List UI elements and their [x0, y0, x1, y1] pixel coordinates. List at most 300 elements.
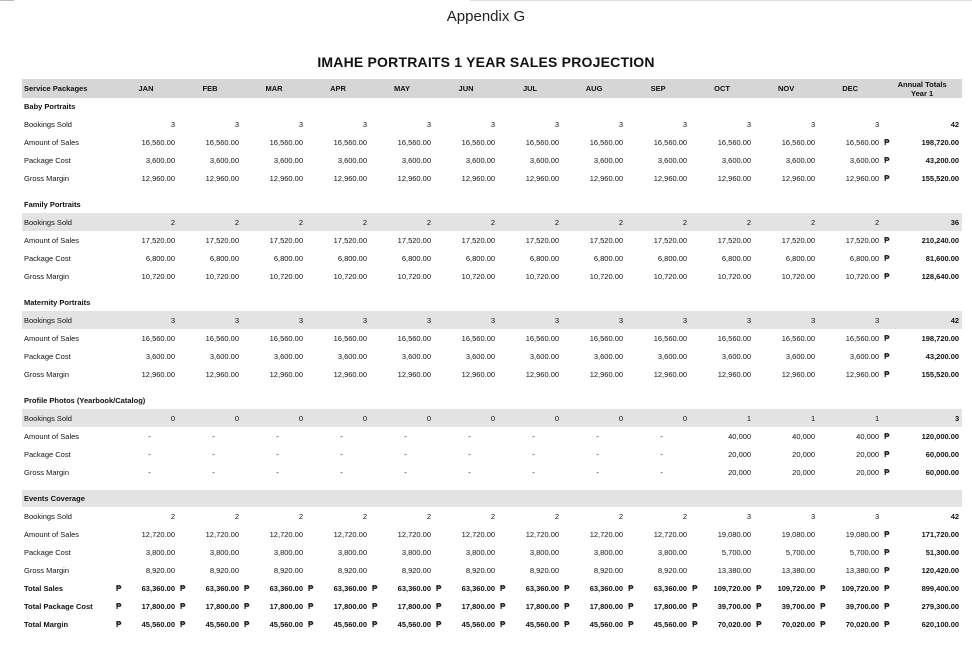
month-value-cell: 12,960.00 [205, 369, 240, 379]
peso-sign [306, 311, 316, 329]
peso-sign [434, 151, 444, 169]
month-value-cell: 3 [746, 119, 752, 129]
peso-sign [498, 561, 508, 579]
month-value-cell: 6,800.00 [465, 253, 496, 263]
annual-peso-sign [882, 115, 898, 133]
month-value-cell: 3,800.00 [593, 547, 624, 557]
month-value-cell: 3 [252, 311, 306, 329]
peso-sign [114, 249, 124, 267]
peso-sign [626, 115, 636, 133]
page-corner-mark [0, 0, 14, 7]
peso-sign: ₱ [436, 601, 442, 611]
peso-sign [178, 365, 188, 383]
month-value-cell: 12,960.00 [461, 173, 496, 183]
peso-sign [626, 267, 636, 285]
peso-sign [562, 543, 572, 561]
month-value-cell: 6,800.00 [593, 253, 624, 263]
annual-total-cell: 120,000.00 [921, 431, 960, 441]
month-value-cell: 63,360.00 [461, 583, 496, 593]
month-value-cell: 16,560.00 [269, 137, 304, 147]
row-label: Gross Margin [24, 565, 70, 575]
month-value-cell: 10,720.00 [525, 271, 560, 281]
peso-sign [306, 365, 316, 383]
peso-sign [178, 525, 188, 543]
peso-sign [562, 133, 572, 151]
month-value-cell: 19,080.00 [781, 529, 816, 539]
month-value-cell: - [468, 449, 471, 459]
peso-sign [690, 463, 700, 481]
peso-sign [242, 267, 252, 285]
peso-sign [370, 115, 380, 133]
annual-peso-sign [882, 311, 898, 329]
annual-peso-sign: ₱ [884, 565, 890, 575]
month-value-cell: 17,800.00 [269, 601, 304, 611]
month-value-cell: 2 [490, 511, 496, 521]
row-label: Bookings Sold [22, 409, 114, 427]
annual-peso-sign: ₱ [884, 369, 890, 379]
peso-sign [306, 463, 316, 481]
month-value-cell: 8,920.00 [401, 565, 432, 575]
section-title: Baby Portraits [24, 102, 76, 111]
month-value-cell: 3,600.00 [401, 351, 432, 361]
annual-total-cell: 210,240.00 [921, 235, 960, 245]
row-label: Bookings Sold [24, 119, 72, 129]
month-value-cell: 0 [124, 409, 178, 427]
peso-sign [370, 311, 380, 329]
peso-sign: ₱ [820, 619, 826, 629]
annual-peso-sign: ₱ [884, 601, 890, 611]
month-value-cell: 6,800.00 [849, 253, 880, 263]
month-value-cell: 16,560.00 [589, 137, 624, 147]
month-value-cell: 16,560.00 [653, 137, 688, 147]
peso-sign [114, 231, 124, 249]
month-value-cell: 3 [490, 119, 496, 129]
month-value-cell: 17,800.00 [461, 601, 496, 611]
peso-sign [178, 561, 188, 579]
annual-peso-sign: ₱ [884, 529, 890, 539]
peso-sign [818, 525, 828, 543]
month-value-cell: 12,960.00 [397, 173, 432, 183]
peso-sign [178, 169, 188, 187]
section-spacer [22, 383, 962, 392]
month-value-cell: 3 [810, 511, 816, 521]
peso-sign: ₱ [116, 583, 122, 593]
table-row [22, 231, 962, 249]
month-value-cell: 63,360.00 [269, 583, 304, 593]
header-month-sep: SEP [626, 79, 690, 98]
month-value-cell: 20,000 [728, 467, 752, 477]
month-value-cell: 3 [764, 311, 818, 329]
month-value-cell: 3,800.00 [145, 547, 176, 557]
peso-sign [818, 365, 828, 383]
table-row [22, 311, 962, 329]
peso-sign [818, 427, 828, 445]
annual-total-cell: 42 [950, 511, 960, 521]
peso-sign: ₱ [308, 601, 314, 611]
annual-peso-sign [882, 213, 898, 231]
peso-sign [562, 151, 572, 169]
annual-peso-sign: ₱ [884, 173, 890, 183]
month-value-cell: 12,720.00 [653, 529, 688, 539]
peso-sign [370, 213, 380, 231]
month-value-cell: 39,700.00 [717, 601, 752, 611]
peso-sign [626, 347, 636, 365]
peso-sign [690, 267, 700, 285]
month-value-cell: 17,520.00 [525, 235, 560, 245]
month-value-cell: 17,520.00 [717, 235, 752, 245]
month-value-cell: - [340, 431, 343, 441]
peso-sign [370, 133, 380, 151]
month-value-cell: 12,960.00 [781, 369, 816, 379]
peso-sign [754, 151, 764, 169]
annual-peso-sign: ₱ [884, 137, 890, 147]
month-value-cell: 40,000 [856, 431, 880, 441]
peso-sign [242, 445, 252, 463]
peso-sign [434, 267, 444, 285]
header-month-feb: FEB [178, 79, 242, 98]
month-value-cell: 12,720.00 [525, 529, 560, 539]
table-row [22, 267, 962, 285]
section-header-row [22, 294, 962, 311]
table-row [22, 365, 962, 383]
month-value-cell: 3 [810, 119, 816, 129]
peso-sign [178, 115, 188, 133]
annual-total-cell: 198,720.00 [921, 333, 960, 343]
annual-peso-sign [882, 409, 898, 427]
peso-sign [754, 543, 764, 561]
month-value-cell: 16,560.00 [717, 137, 752, 147]
sales-projection-table [22, 79, 962, 633]
month-value-cell: 10,720.00 [589, 271, 624, 281]
peso-sign [114, 311, 124, 329]
peso-sign [114, 267, 124, 285]
month-value-cell: 3 [426, 119, 432, 129]
month-value-cell: 12,960.00 [269, 173, 304, 183]
peso-sign [114, 115, 124, 133]
peso-sign [498, 133, 508, 151]
month-value-cell: 45,560.00 [589, 619, 624, 629]
peso-sign [754, 409, 764, 427]
annual-peso-sign: ₱ [884, 547, 890, 557]
month-value-cell: 0 [316, 409, 370, 427]
peso-sign [434, 231, 444, 249]
month-value-cell: 45,560.00 [141, 619, 176, 629]
month-value-cell: 12,720.00 [269, 529, 304, 539]
peso-sign [242, 115, 252, 133]
peso-sign [370, 169, 380, 187]
peso-sign [690, 525, 700, 543]
peso-sign [626, 409, 636, 427]
annual-total-cell: 43,200.00 [925, 351, 960, 361]
month-value-cell: 12,960.00 [781, 173, 816, 183]
month-value-cell: 16,560.00 [397, 137, 432, 147]
month-value-cell: - [596, 449, 599, 459]
annual-total-cell: 155,520.00 [921, 369, 960, 379]
peso-sign: ₱ [628, 619, 634, 629]
annual-peso-sign: ₱ [884, 619, 890, 629]
peso-sign [178, 133, 188, 151]
month-value-cell: 16,560.00 [269, 333, 304, 343]
month-value-cell: 12,960.00 [269, 369, 304, 379]
header-row [22, 79, 962, 98]
month-value-cell: 16,560.00 [845, 333, 880, 343]
peso-sign [370, 267, 380, 285]
month-value-cell: - [596, 431, 599, 441]
month-value-cell: - [660, 431, 663, 441]
month-value-cell: 17,520.00 [333, 235, 368, 245]
peso-sign [818, 169, 828, 187]
month-value-cell: 0 [188, 409, 242, 427]
table-row [22, 427, 962, 445]
peso-sign [114, 169, 124, 187]
month-value-cell: 3,600.00 [145, 351, 176, 361]
month-value-cell: 109,720.00 [713, 583, 752, 593]
month-value-cell: 17,800.00 [653, 601, 688, 611]
peso-sign [178, 213, 188, 231]
page-top-rule [470, 0, 972, 1]
month-value-cell: 3,600.00 [849, 155, 880, 165]
peso-sign [306, 525, 316, 543]
peso-sign [434, 427, 444, 445]
month-value-cell: 2 [252, 213, 306, 231]
month-value-cell: 17,520.00 [845, 235, 880, 245]
peso-sign [690, 507, 700, 525]
month-value-cell: 12,720.00 [333, 529, 368, 539]
peso-sign [178, 329, 188, 347]
month-value-cell: 12,960.00 [397, 369, 432, 379]
month-value-cell: 16,560.00 [525, 333, 560, 343]
peso-sign [754, 525, 764, 543]
annual-peso-sign: ₱ [884, 155, 890, 165]
month-value-cell: 2 [124, 213, 178, 231]
header-service-packages: Service Packages [22, 79, 114, 98]
month-value-cell: 16,560.00 [333, 137, 368, 147]
peso-sign [562, 507, 572, 525]
month-value-cell: 70,020.00 [781, 619, 816, 629]
month-value-cell: 3 [508, 311, 562, 329]
peso-sign [242, 365, 252, 383]
peso-sign [690, 133, 700, 151]
month-value-cell: 3,600.00 [337, 155, 368, 165]
sales-projection-table-wrapper [22, 79, 962, 633]
month-value-cell: - [404, 449, 407, 459]
peso-sign: ₱ [820, 601, 826, 611]
month-value-cell: 12,960.00 [525, 173, 560, 183]
peso-sign [626, 133, 636, 151]
peso-sign [370, 561, 380, 579]
month-value-cell: 39,700.00 [845, 601, 880, 611]
peso-sign [114, 213, 124, 231]
peso-sign [818, 311, 828, 329]
peso-sign [818, 213, 828, 231]
month-value-cell: - [404, 431, 407, 441]
month-value-cell: 63,360.00 [141, 583, 176, 593]
peso-sign [242, 151, 252, 169]
month-value-cell: - [340, 449, 343, 459]
month-value-cell: 3,800.00 [209, 547, 240, 557]
peso-sign: ₱ [500, 619, 506, 629]
annual-total-cell: 60,000.00 [925, 467, 960, 477]
month-value-cell: - [532, 467, 535, 477]
peso-sign [690, 329, 700, 347]
peso-sign: ₱ [308, 619, 314, 629]
peso-sign [690, 561, 700, 579]
month-value-cell: 3 [828, 311, 882, 329]
peso-sign [178, 409, 188, 427]
month-value-cell: 2 [828, 213, 882, 231]
peso-sign: ₱ [628, 583, 634, 593]
peso-sign [754, 507, 764, 525]
peso-sign [626, 507, 636, 525]
peso-sign [498, 427, 508, 445]
peso-sign: ₱ [756, 601, 762, 611]
month-value-cell: 3,600.00 [273, 351, 304, 361]
peso-sign [434, 213, 444, 231]
peso-sign [690, 213, 700, 231]
month-value-cell: 3,600.00 [593, 155, 624, 165]
peso-sign [370, 507, 380, 525]
peso-sign [242, 311, 252, 329]
peso-sign [818, 445, 828, 463]
peso-sign [626, 525, 636, 543]
page-title: IMAHE PORTRAITS 1 YEAR SALES PROJECTION [317, 54, 655, 70]
peso-sign [306, 561, 316, 579]
month-value-cell: 17,800.00 [333, 601, 368, 611]
row-label: Package Cost [24, 351, 71, 361]
month-value-cell: 17,520.00 [205, 235, 240, 245]
peso-sign [434, 561, 444, 579]
month-value-cell: 6,800.00 [785, 253, 816, 263]
peso-sign [626, 365, 636, 383]
peso-sign [242, 507, 252, 525]
peso-sign [690, 115, 700, 133]
month-value-cell: - [276, 467, 279, 477]
annual-total-cell: 279,300.00 [921, 601, 960, 611]
month-value-cell: - [212, 449, 215, 459]
totals-row [22, 597, 962, 615]
peso-sign [562, 311, 572, 329]
section-header-row [22, 392, 962, 409]
peso-sign [626, 169, 636, 187]
annual-total-cell: 42 [950, 119, 960, 129]
month-value-cell: 3,800.00 [273, 547, 304, 557]
peso-sign [818, 151, 828, 169]
month-value-cell: 2 [618, 511, 624, 521]
peso-sign [434, 543, 444, 561]
peso-sign [626, 329, 636, 347]
month-value-cell: 12,960.00 [717, 173, 752, 183]
month-value-cell: 12,960.00 [141, 173, 176, 183]
annual-peso-sign: ₱ [884, 351, 890, 361]
peso-sign [498, 445, 508, 463]
month-value-cell: 3,600.00 [849, 351, 880, 361]
month-value-cell: 3 [746, 511, 752, 521]
month-value-cell: 20,000 [792, 467, 816, 477]
peso-sign [818, 329, 828, 347]
table-row [22, 507, 962, 525]
month-value-cell: 63,360.00 [589, 583, 624, 593]
month-value-cell: 12,960.00 [461, 369, 496, 379]
peso-sign [242, 347, 252, 365]
month-value-cell: 12,960.00 [845, 173, 880, 183]
peso-sign [690, 445, 700, 463]
month-value-cell: 10,720.00 [781, 271, 816, 281]
peso-sign [690, 409, 700, 427]
month-value-cell: - [212, 467, 215, 477]
section-title: Events Coverage [22, 490, 962, 507]
table-row [22, 249, 962, 267]
month-value-cell: 6,800.00 [721, 253, 752, 263]
month-value-cell: - [596, 467, 599, 477]
month-value-cell: 3,600.00 [337, 351, 368, 361]
header-month-nov: NOV [754, 79, 818, 98]
section-header-row [22, 490, 962, 507]
month-value-cell: 45,560.00 [333, 619, 368, 629]
month-value-cell: 2 [682, 511, 688, 521]
month-value-cell: - [212, 431, 215, 441]
row-label: Bookings Sold [24, 511, 72, 521]
peso-sign [178, 311, 188, 329]
month-value-cell: 3,800.00 [529, 547, 560, 557]
month-value-cell: 3,600.00 [785, 155, 816, 165]
peso-sign [242, 463, 252, 481]
month-value-cell: 3 [298, 119, 304, 129]
month-value-cell: - [276, 449, 279, 459]
month-value-cell: 40,000 [792, 431, 816, 441]
month-value-cell: 16,560.00 [589, 333, 624, 343]
month-value-cell: 2 [170, 511, 176, 521]
month-value-cell: - [276, 431, 279, 441]
month-value-cell: - [148, 449, 151, 459]
month-value-cell: 0 [572, 409, 626, 427]
peso-sign: ₱ [756, 583, 762, 593]
month-value-cell: 17,520.00 [589, 235, 624, 245]
month-value-cell: 2 [444, 213, 498, 231]
peso-sign [178, 151, 188, 169]
month-value-cell: 12,960.00 [653, 173, 688, 183]
peso-sign [178, 231, 188, 249]
month-value-cell: 45,560.00 [269, 619, 304, 629]
month-value-cell: 2 [508, 213, 562, 231]
peso-sign [498, 329, 508, 347]
month-value-cell: 16,560.00 [333, 333, 368, 343]
peso-sign [306, 133, 316, 151]
month-value-cell: 16,560.00 [781, 137, 816, 147]
peso-sign [114, 507, 124, 525]
peso-sign: ₱ [628, 601, 634, 611]
month-value-cell: 3,600.00 [273, 155, 304, 165]
month-value-cell: 0 [380, 409, 434, 427]
row-label: Gross Margin [24, 369, 70, 379]
peso-sign [818, 463, 828, 481]
peso-sign: ₱ [180, 583, 186, 593]
peso-sign [114, 463, 124, 481]
month-value-cell: 109,720.00 [841, 583, 880, 593]
peso-sign [434, 409, 444, 427]
peso-sign: ₱ [244, 619, 250, 629]
peso-sign [242, 409, 252, 427]
month-value-cell: 10,720.00 [333, 271, 368, 281]
peso-sign [114, 347, 124, 365]
spacer-cell [22, 187, 962, 196]
month-value-cell: 13,380.00 [845, 565, 880, 575]
peso-sign [434, 169, 444, 187]
annual-total-cell: 43,200.00 [925, 155, 960, 165]
month-value-cell: 3 [572, 311, 626, 329]
month-value-cell: 45,560.00 [461, 619, 496, 629]
peso-sign [626, 463, 636, 481]
peso-sign [114, 133, 124, 151]
